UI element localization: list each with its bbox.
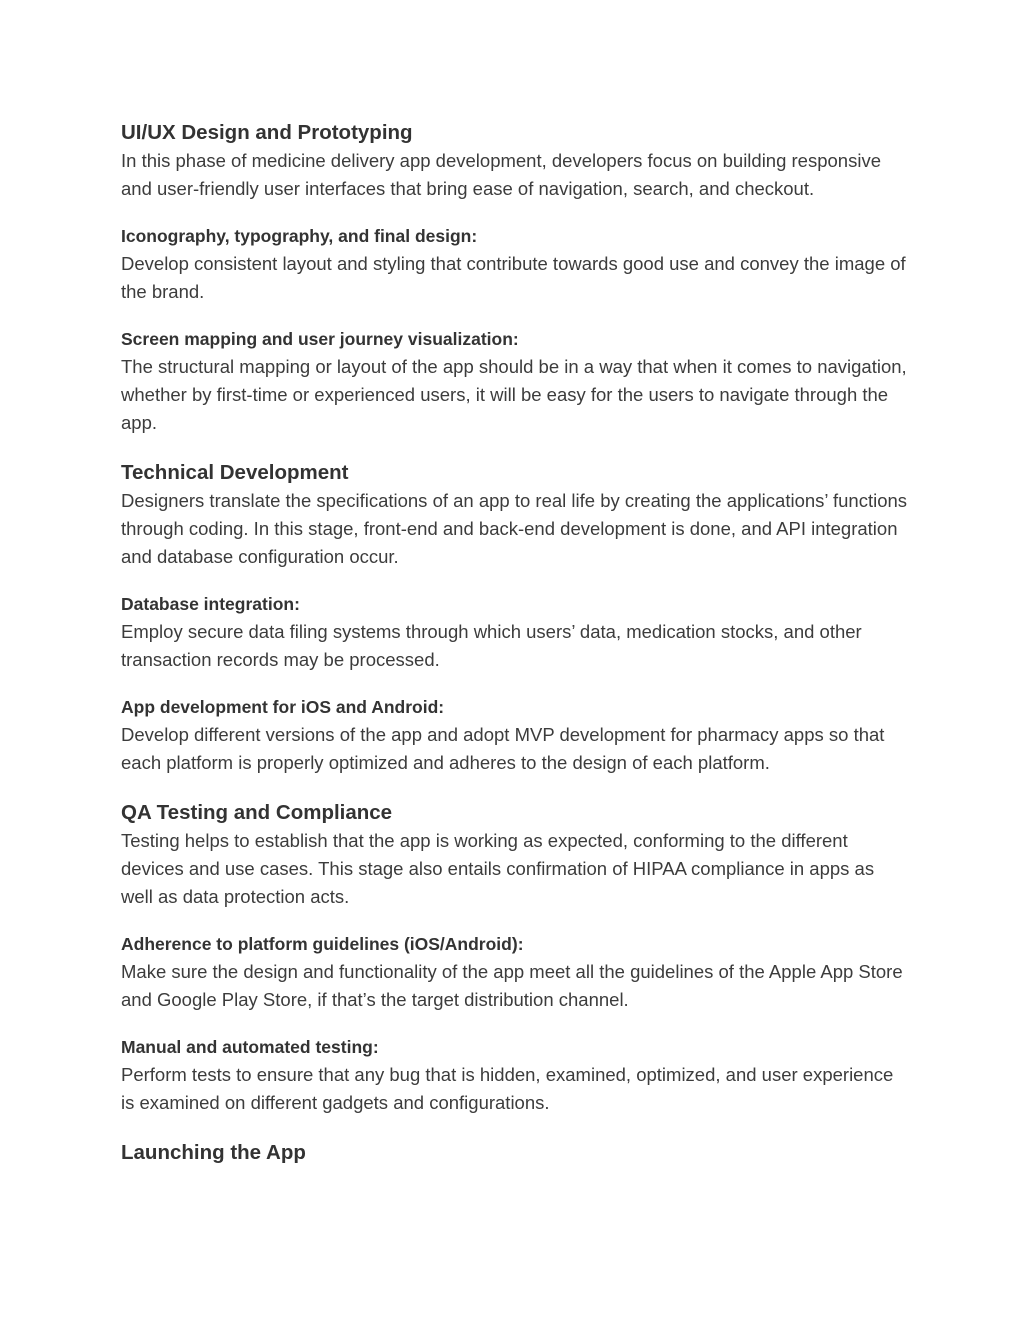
section-intro: Testing helps to establish that the app is working as expected, conforming to the different devices and use cases. This stage also entails confirmation of HIPAA compliance in apps as well as data protection acts.	[121, 830, 875, 907]
section-heading: UI/UX Design and Prototyping	[121, 121, 413, 144]
subsection-title: Database integration:	[121, 594, 300, 614]
section-qa-testing	[121, 799, 911, 1117]
subsection-title: Screen mapping and user journey visualization:	[121, 329, 519, 349]
subsection-text: Develop consistent layout and styling that contribute towards good use and convey the image of the brand.	[121, 253, 906, 302]
subsection-text: Employ secure data filing systems through which users’ data, medication stocks, and other transaction records may be processed.	[121, 621, 862, 670]
section-heading: Technical Development	[121, 461, 349, 484]
section-heading: Launching the App	[121, 1141, 306, 1164]
section-launching-app	[121, 1139, 911, 1167]
document-page	[121, 119, 911, 1167]
subsection-text: The structural mapping or layout of the app should be in a way that when it comes to navigation, whether by first-time or experienced users, it will be easy for the users to navigate through the app.	[121, 356, 907, 433]
subsection-text: Perform tests to ensure that any bug that is hidden, examined, optimized, and user experience is examined on different gadgets and configurations.	[121, 1064, 894, 1113]
subsection-text: Develop different versions of the app and adopt MVP development for pharmacy apps so that each platform is properly optimized and adheres to the design of each platform.	[121, 724, 885, 773]
section-technical-development	[121, 459, 911, 777]
subsection-title: Adherence to platform guidelines (iOS/Android):	[121, 934, 524, 954]
section-intro: In this phase of medicine delivery app development, developers focus on building responsive and user-friendly user interfaces that bring ease of navigation, search, and checkout.	[121, 150, 881, 199]
section-intro: Designers translate the specifications of an app to real life by creating the applications’ functions through coding. In this stage, front-end and back-end development is done, and API integration and database configuration occur.	[121, 490, 908, 567]
subsection-title: Manual and automated testing:	[121, 1037, 379, 1057]
section-ui-ux-design	[121, 119, 911, 437]
subsection-title: App development for iOS and Android:	[121, 697, 445, 717]
section-heading: QA Testing and Compliance	[121, 801, 393, 824]
subsection-title: Iconography, typography, and final design:	[121, 226, 478, 246]
subsection-text: Make sure the design and functionality of the app meet all the guidelines of the Apple App Store and Google Play Store, if that’s the target distribution channel.	[121, 961, 903, 1010]
